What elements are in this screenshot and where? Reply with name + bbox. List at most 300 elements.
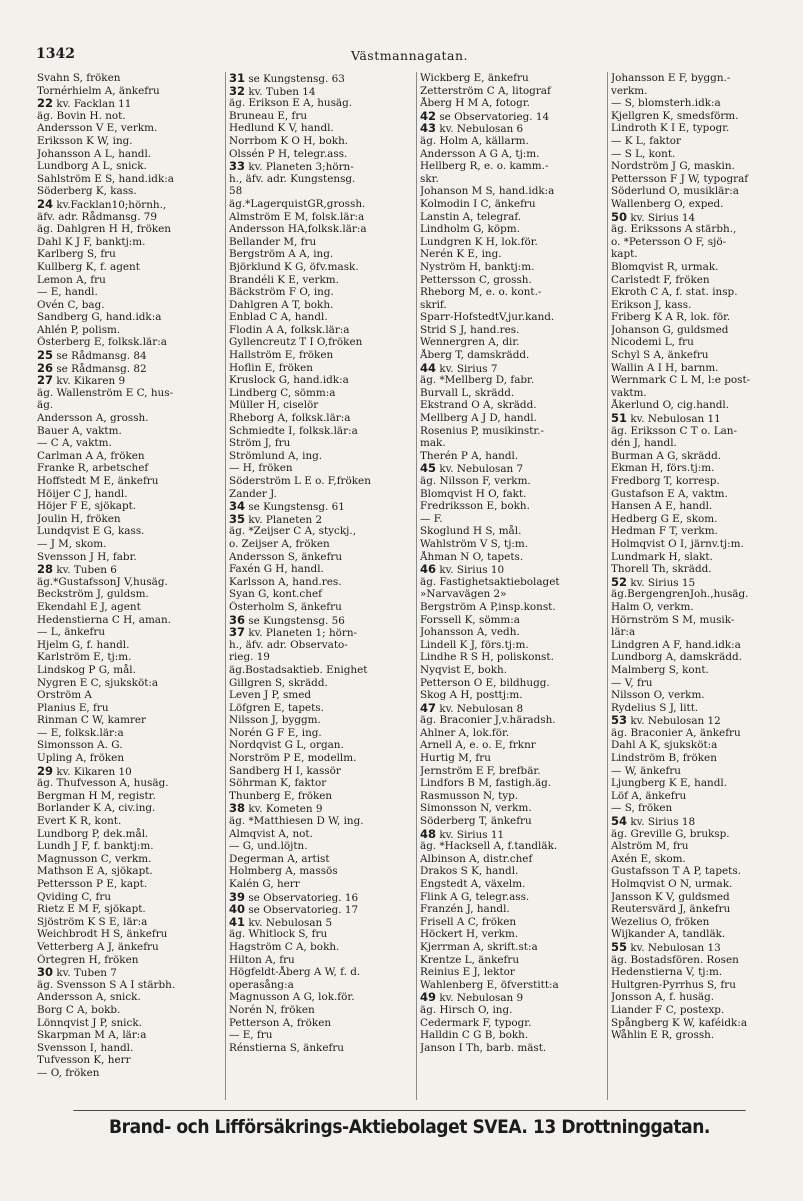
directory-entry: Olssén P H, telegr.ass. xyxy=(229,147,348,160)
directory-entry xyxy=(37,97,225,110)
house-description: kv. Kikaren 10 xyxy=(53,765,132,778)
directory-entry: Ekendahl E J, agent xyxy=(37,600,141,613)
directory-entry xyxy=(229,500,416,513)
directory-entry: Hedenstierna V, tj:m. xyxy=(611,966,723,979)
column-2 xyxy=(225,72,416,1100)
directory-entry: Karlström E, tj:m. xyxy=(37,651,132,664)
house-number: 39 xyxy=(229,890,246,904)
directory-entry: Fredborg T, korresp. xyxy=(611,475,720,487)
directory-entry xyxy=(37,563,225,576)
directory-entry: Ovén C, bag. xyxy=(37,298,105,311)
directory-entry: Kalén G, herr xyxy=(229,878,300,890)
directory-entry: Frisell A C, fröken xyxy=(420,915,517,928)
directory-entry: Kruslock G, hand.idk:a xyxy=(229,374,349,387)
directory-entry: skr. xyxy=(420,172,439,185)
directory-entry: Norström P E, modellm. xyxy=(229,752,357,765)
directory-entry: Mellberg A J D, handl. xyxy=(420,412,537,425)
directory-entry: Thorell Th, skrädd. xyxy=(611,563,712,576)
directory-entry: äg. Erikson E A, husäg. xyxy=(229,97,353,110)
house-description: se Kungstensg. 63 xyxy=(245,73,345,85)
directory-entry: Skog A H, posttj:m. xyxy=(420,689,523,702)
directory-entry: Albinson A, distr.chef xyxy=(420,852,533,865)
directory-entry: — S L, kont. xyxy=(611,147,676,160)
directory-entry: Hoffstedt M E, änkefru xyxy=(37,475,159,487)
directory-entry: Lanstin A, telegraf. xyxy=(420,210,522,223)
house-description: kv. Planeten 1; hörn- xyxy=(245,627,358,639)
house-description: kv. Planeten 2 xyxy=(245,513,323,526)
directory-entry: Skoglund H S, mål. xyxy=(420,525,522,538)
directory-entry: Lindhe R S H, poliskonst. xyxy=(420,651,554,664)
directory-entry: Björklund K G, öfv.mask. xyxy=(229,260,359,273)
directory-entry: Almström E M, folsk.lär:a xyxy=(229,210,365,223)
directory-entry: Erikson J, kass. xyxy=(611,298,692,311)
directory-entry xyxy=(611,576,798,589)
directory-entry: skrif. xyxy=(420,298,447,311)
directory-entry: Ekroth C A, f. stat. insp. xyxy=(611,286,738,299)
directory-entry: Dahlgren A T, bokh. xyxy=(229,298,334,311)
house-description: kv. Tuben 7 xyxy=(53,967,117,979)
house-description: kv. Sirius 15 xyxy=(627,576,696,589)
directory-entry: äfv. adr. Rådmansg. 79 xyxy=(37,210,158,223)
directory-entry: äg.*GustafssonJ V,husäg. xyxy=(37,575,168,588)
directory-entry: Evert K R, kont. xyxy=(37,815,122,828)
directory-entry: Hedenstierna C H, aman. xyxy=(37,613,171,626)
directory-entry: Wallin A I H, barnm. xyxy=(611,361,719,374)
directory-entry: äg. *Matthiesen D W, ing. xyxy=(229,815,364,828)
directory-entry: Simonsson A. G. xyxy=(37,739,123,752)
directory-entry xyxy=(420,828,607,841)
house-description: kv. Planeten 3;hörn- xyxy=(245,161,354,173)
house-number: 22 xyxy=(37,97,54,110)
directory-entry: Svensson I, handl. xyxy=(37,1041,134,1054)
directory-entry xyxy=(611,412,798,425)
directory-entry: Löfgren E, tapets. xyxy=(229,701,324,714)
directory-entry: äg.*LagerquistGR,grossh. xyxy=(229,197,366,210)
directory-entry: Zetterström C A, litograf xyxy=(420,84,551,97)
house-number: 51 xyxy=(611,412,628,425)
page-header xyxy=(36,46,783,66)
directory-entry xyxy=(229,513,416,526)
directory-entry: Lundgren K H, lok.för. xyxy=(420,235,538,248)
house-number: 32 xyxy=(229,84,246,98)
directory-entry: Rosenius P, musikinstr.- xyxy=(420,424,545,437)
directory-entry: Andersson A G A, tj:m. xyxy=(420,147,540,160)
house-number: 30 xyxy=(37,966,54,979)
house-description: kv. Nebulosan 6 xyxy=(436,123,524,135)
directory-entry: äg. Braconier J,v.häradsh. xyxy=(420,714,556,727)
directory-entry: — E, folksk.lär:a xyxy=(37,726,124,739)
directory-entry: Åberg T, damskrädd. xyxy=(420,349,530,362)
directory-entry: Ahlner A, lok.för. xyxy=(420,726,510,739)
directory-entry: äg. Bovin H. not. xyxy=(37,109,126,122)
directory-entry: Skarpman M A, lär:a xyxy=(37,1029,147,1042)
directory-entry: Wennergren A, dir. xyxy=(420,336,520,349)
directory-entry: — W, änkefru xyxy=(611,764,681,777)
directory-entry: Johansson A L, handl. xyxy=(37,147,152,160)
directory-entry: Flink A G, telegr.ass. xyxy=(420,890,530,903)
directory-entry: — K L, faktor xyxy=(611,134,681,147)
directory-entry xyxy=(37,966,225,979)
directory-entry: Nilsson O, verkm. xyxy=(611,689,705,702)
directory-entry: Tufvesson K, herr xyxy=(37,1054,131,1067)
directory-entry xyxy=(420,462,607,475)
directory-entry: Magnusson C, verkm. xyxy=(37,852,152,865)
directory-entry: Gyllencreutz T I O,fröken xyxy=(229,336,363,349)
directory-entry: Wernmark C L M, l:e post- xyxy=(611,374,751,387)
directory-entry: verkm. xyxy=(611,84,648,97)
directory-entry: Fredriksson E, bokh. xyxy=(420,500,530,513)
directory-entry: Andersson A, snick. xyxy=(37,991,141,1004)
directory-entry: Rinman C W, kamrer xyxy=(37,714,147,727)
directory-entry xyxy=(37,198,225,211)
directory-entry: Syan G, kont.chef xyxy=(229,588,322,601)
house-number: 47 xyxy=(420,701,437,715)
house-number: 42 xyxy=(420,109,437,123)
page-number: 1342 xyxy=(36,46,75,62)
house-description: se Observatorieg. 16 xyxy=(245,891,359,904)
house-number: 33 xyxy=(229,160,246,173)
directory-entry: Rietz E M F, sjökapt. xyxy=(37,903,146,916)
directory-entry: Orström A xyxy=(37,689,92,702)
directory-entry: äg. Thufvesson A, husäg. xyxy=(37,777,169,790)
directory-entry: Johansson E F, byggn.- xyxy=(611,72,731,84)
directory-entry xyxy=(229,891,416,904)
directory-entry: äg. Braconier A, änkefru xyxy=(611,726,741,739)
directory-entry: Sandberg H I, kassör xyxy=(229,764,341,777)
directory-entry: Halldin C G B, bokh. xyxy=(420,1029,529,1042)
directory-entry: Jonsson A, f. husäg. xyxy=(611,991,715,1004)
directory-entry: Zander J. xyxy=(229,487,277,500)
house-description: kv. Tuben 6 xyxy=(53,564,117,576)
house-description: se Observatorieg. 14 xyxy=(436,110,550,123)
house-number: 52 xyxy=(611,575,628,589)
directory-entry: äg. Nilsson F, verkm. xyxy=(420,475,531,487)
directory-entry: Dahl K J F, banktj:m. xyxy=(37,235,146,248)
directory-entry: äg. xyxy=(37,399,54,412)
directory-entry: Lindgren A F, hand.idk:a xyxy=(611,638,741,651)
column-1 xyxy=(34,72,225,1100)
house-number: 44 xyxy=(420,361,437,375)
directory-entry: Kjellgren K, smedsförm. xyxy=(611,109,739,122)
directory-entry: äg. Dahlgren H H, fröken xyxy=(37,223,171,236)
directory-entry: Åhman N O, tapets. xyxy=(420,550,524,563)
directory-entry: Lönnqvist J P, snick. xyxy=(37,1016,142,1029)
house-description: kv. Kikaren 9 xyxy=(53,375,126,387)
house-number: 49 xyxy=(420,991,437,1004)
directory-entry: Nordström J G, maskin. xyxy=(611,160,735,173)
directory-entry: Halm O, verkm. xyxy=(611,600,694,613)
directory-entry: Sandberg G, hand.idk:a xyxy=(37,311,162,324)
directory-entry: mak. xyxy=(420,437,446,450)
directory-entry: äg. Wallenström E C, hus- xyxy=(37,386,174,399)
directory-entry: Söderberg K, kass. xyxy=(37,185,137,198)
directory-entry: Pettersson P E, kapt. xyxy=(37,878,148,890)
directory-entry: Gustafson E A, vaktm. xyxy=(611,487,728,500)
directory-entry: Reutersvärd J, änkefru xyxy=(611,903,731,916)
directory-entry: Norén G F E, ing. xyxy=(229,726,322,739)
house-number: 48 xyxy=(420,827,437,841)
directory-entry xyxy=(229,916,416,929)
house-description: kv.Facklan10;hörnh., xyxy=(53,198,167,211)
directory-entry: äg.BergengrenJoh.,husäg. xyxy=(611,588,749,601)
directory-entry: o. *Petersson O F, sjö- xyxy=(611,235,727,248)
directory-entry: Pettersson C, grossh. xyxy=(420,273,532,286)
directory-entry: Faxén G H, handl. xyxy=(229,563,324,576)
directory-entry: vaktm. xyxy=(611,386,647,399)
directory-entry: äg. *Zeijser C A, styckj., xyxy=(229,525,356,538)
directory-entry: Reinius E J, lektor xyxy=(420,966,515,979)
directory-entry: Lundmark H, slakt. xyxy=(611,550,713,563)
column-3 xyxy=(416,72,607,1100)
directory-entry: Flodin A A, folksk.lär:a xyxy=(229,323,350,336)
directory-entry: Lindström B, fröken xyxy=(611,752,717,765)
directory-entry: Janson I Th, barb. mäst. xyxy=(420,1041,547,1054)
directory-entry: Wijkander A, tandläk. xyxy=(611,928,726,941)
directory-entry: Hedman F T, verkm. xyxy=(611,525,718,538)
directory-entry: o. Zeijser A, fröken xyxy=(229,537,330,550)
directory-entry: Bruneau E, fru xyxy=(229,109,308,122)
directory-entry: Nordqvist G L, organ. xyxy=(229,739,344,752)
directory-entry: Hansen A E, handl. xyxy=(611,500,713,513)
directory-entry: äg. Eriksson C T o. Lan- xyxy=(611,424,738,437)
directory-entry: Lundborg P, dek.mål. xyxy=(37,827,149,840)
directory-entry: Örtegren H, fröken xyxy=(37,953,139,966)
directory-entry: Ahlén P, polism. xyxy=(37,323,121,336)
directory-entry xyxy=(229,160,416,173)
directory-entry: — H, fröken xyxy=(229,462,293,475)
directory-entry: Lundborg A, damskrädd. xyxy=(611,651,742,664)
directory-entry: Lindskog P G, mål. xyxy=(37,663,136,676)
directory-entry: Strid S J, hand.res. xyxy=(420,323,520,336)
directory-entry: Rydelius S J, litt. xyxy=(611,701,699,714)
directory-entry xyxy=(611,815,798,828)
directory-entry: Carlstedt F, fröken xyxy=(611,273,710,286)
house-description: se Rådmansg. 84 xyxy=(53,350,147,362)
directory-entry: Hedlund K V, handl. xyxy=(229,122,334,135)
directory-entry: Nygren E C, sjuksköt:a xyxy=(37,676,159,689)
house-description: se Observatorieg. 17 xyxy=(245,904,359,916)
directory-entry: Brandéli K E, verkm. xyxy=(229,273,339,286)
house-description: kv. Nebulosan 9 xyxy=(436,992,524,1004)
directory-entry xyxy=(229,85,416,98)
directory-entry: rieg. 19 xyxy=(229,651,270,664)
directory-entry: Svahn S, fröken xyxy=(37,72,121,84)
house-number: 53 xyxy=(611,714,628,727)
directory-entry: — O, fröken xyxy=(37,1066,100,1079)
directory-entry: Hedberg G E, skom. xyxy=(611,512,718,525)
directory-entry xyxy=(229,614,416,627)
house-number: 38 xyxy=(229,802,246,816)
directory-entry: — F. xyxy=(420,512,443,525)
house-number: 54 xyxy=(611,815,628,828)
directory-entry: Borg C A, bokb. xyxy=(37,1003,121,1016)
directory-entry: Wickberg E, änkefru xyxy=(420,72,529,84)
directory-entry: Ekman H, förs.tj:m. xyxy=(611,462,715,475)
directory-entry xyxy=(611,714,798,727)
directory-entry: Bergman H M, registr. xyxy=(37,789,156,802)
directory-entry: Andersson A, grossh. xyxy=(37,412,149,425)
directory-entry: Sahlström E S, hand.idk:a xyxy=(37,172,174,185)
advertisement-footer: Brand- och Lifförsäkrings-Aktiebolaget SVEA. 13 Drottninggatan. xyxy=(73,1110,745,1146)
directory-entry: Blomqvist R, urmak. xyxy=(611,260,719,273)
directory-entry: Strömlund A, ing. xyxy=(229,449,323,462)
directory-entry: Hagström C A, bokh. xyxy=(229,940,340,953)
directory-entry: Hjelm G, f. handl. xyxy=(37,638,130,651)
directory-entry: Österberg E, folksk.lär:a xyxy=(37,336,167,349)
directory-entry: Holmqvist O N, urmak. xyxy=(611,878,733,890)
directory-entry: Löf A, änkefru xyxy=(611,789,687,802)
directory-entry xyxy=(420,563,607,576)
directory-entry: operasång:a xyxy=(229,978,294,991)
directory-entry: Beckström J, guldsm. xyxy=(37,588,149,601)
directory-entry: Söhrman K, faktor xyxy=(229,777,327,790)
directory-entry: Hoflin E, fröken xyxy=(229,361,313,374)
directory-entry: Kullberg K, f. agent xyxy=(37,260,140,273)
directory-entry: Bergström A A, ing. xyxy=(229,248,334,261)
directory-entry: Axén E, skom. xyxy=(611,852,686,865)
directory-entry: Hilton A, fru xyxy=(229,953,295,966)
directory-entry: Lindroth K I E, typogr. xyxy=(611,122,730,135)
directory-entry: Gustafsson T A P, tapets. xyxy=(611,865,741,878)
directory-entry: Söderström L E o. F,fröken xyxy=(229,475,371,487)
directory-entry: Lemon A, fru xyxy=(37,273,106,286)
directory-entry: Hörnström S M, musik- xyxy=(611,613,735,626)
directory-entry: Krentze L, änkefru xyxy=(420,953,520,966)
directory-entry: Leven J P, smed xyxy=(229,689,312,702)
directory-entry xyxy=(420,110,607,123)
directory-entry: Friberg K A R, lok. för. xyxy=(611,311,731,324)
directory-entry: h., äfv. adr. Observato- xyxy=(229,638,348,651)
directory-entry: Wahlenberg E, öfverstitt:a xyxy=(420,978,559,991)
directory-entry: Wahlström V S, tj:m. xyxy=(420,537,529,550)
directory-entry: Dahl A K, sjuksköt:a xyxy=(611,739,718,752)
directory-entry: Liander F C, postexp. xyxy=(611,1003,725,1016)
directory-entry xyxy=(37,362,225,375)
directory-entry: Degerman A, artist xyxy=(229,852,330,865)
directory-entry: Karlsson A, hand.res. xyxy=(229,575,342,588)
directory-entry: Andersson V E, verkm. xyxy=(37,122,158,135)
directory-entry: Nicodemi L, fru xyxy=(611,336,694,349)
directory-entry: Johanson G, guldsmed xyxy=(611,323,729,336)
directory-entry xyxy=(229,802,416,815)
column-4 xyxy=(607,72,798,1100)
directory-entry xyxy=(229,72,416,85)
directory-entry: Blomqvist H O, fakt. xyxy=(420,487,527,500)
house-description: kv. Sirius 18 xyxy=(627,816,696,828)
house-number: 29 xyxy=(37,764,54,778)
directory-entry: Eriksson K W, ing. xyxy=(37,134,133,147)
directory-entry: — E, handl. xyxy=(37,286,98,299)
directory-entry: Österholm S, änkefru xyxy=(229,600,342,613)
directory-entry: Joulin H, fröken xyxy=(37,512,121,525)
house-number: 34 xyxy=(229,500,246,513)
directory-entry: Nyqvist E, bokh. xyxy=(420,663,508,676)
directory-entry: Petterson A, fröken xyxy=(229,1016,332,1029)
directory-entry: Ljungberg K E, handl. xyxy=(611,777,727,790)
directory-entry: Mathson E A, sjökapt. xyxy=(37,865,153,878)
directory-entry: Planius E, fru xyxy=(37,701,109,714)
directory-entry: Borlander K A, civ.ing. xyxy=(37,802,156,815)
directory-entry: Hallström E, fröken xyxy=(229,349,334,362)
directory-entry: Magnusson A G, lok.för. xyxy=(229,991,355,1004)
directory-entry: Hultgren-Pyrrhus S, fru xyxy=(611,978,736,991)
directory-entry xyxy=(611,941,798,954)
directory-entry: Rheborg A, folksk.lär:a xyxy=(229,412,351,425)
directory-entry: Nilsson J, byggm. xyxy=(229,714,321,727)
directory-entry: — V, fru xyxy=(611,676,653,689)
directory-entry: äg. *Mellberg D, fabr. xyxy=(420,374,535,387)
house-number: 40 xyxy=(229,903,246,916)
directory-entry: Franzén J, handl. xyxy=(420,903,510,916)
directory-entry: dén J, handl. xyxy=(611,437,677,450)
directory-entry: äg. *Hacksell A, f.tandläk. xyxy=(420,840,558,853)
directory-entry: Holmberg A, massös xyxy=(229,865,338,878)
directory-entry: Upling A, fröken xyxy=(37,752,125,765)
house-number: 26 xyxy=(37,361,54,375)
directory-entry: äg. Hirsch O, ing. xyxy=(420,1003,513,1016)
house-number: 31 xyxy=(229,72,246,85)
directory-entry: Lindholm G, köpm. xyxy=(420,223,520,236)
house-number: 46 xyxy=(420,563,437,576)
house-number: 25 xyxy=(37,349,54,362)
house-number: 50 xyxy=(611,210,628,224)
directory-entry: Holmqvist O I, järnv.tj:m. xyxy=(611,537,744,550)
house-number: 45 xyxy=(420,462,437,475)
directory-entry: Drakos S K, handl. xyxy=(420,865,519,878)
directory-entry: Lindfors B M, fastigh.äg. xyxy=(420,777,552,790)
directory-entry: Hellberg R, e. o. kamm.- xyxy=(420,160,549,173)
directory-entry: h., äfv. adr. Kungstensg. xyxy=(229,172,356,185)
directory-entry: Burman A G, skrädd. xyxy=(611,449,722,462)
directory-entry xyxy=(420,362,607,375)
directory-entry: Sjöström K S E, lär:a xyxy=(37,915,148,928)
directory-entry: Engstedt A, växelm. xyxy=(420,878,526,890)
directory-entry: Jernström E F, brefbär. xyxy=(420,764,541,777)
directory-entry: äg. Fastighetsaktiebolaget xyxy=(420,575,560,588)
directory-entry: Nyström H, banktj:m. xyxy=(420,260,535,273)
directory-entry xyxy=(420,991,607,1004)
directory-entry: Söderberg T, änkefru xyxy=(420,815,532,828)
directory-entry: Högfeldt-Åberg A W, f. d. xyxy=(229,966,361,979)
directory-entry: Åberg H M A, fotogr. xyxy=(420,97,530,110)
directory-entry: Åkerlund O, cig.handl. xyxy=(611,399,730,412)
directory-entry: Spångberg K W, kaféidk:a xyxy=(611,1016,748,1029)
directory-entry: Ström J, fru xyxy=(229,437,291,450)
house-number: 43 xyxy=(420,122,437,135)
directory-entry: Andersson S, änkefru xyxy=(229,550,343,563)
house-description: kv. Nebulosan 7 xyxy=(436,463,524,475)
directory-entry: — J M, skom. xyxy=(37,537,107,550)
directory-entry: Norén N, fröken xyxy=(229,1003,315,1016)
house-number: 41 xyxy=(229,915,246,929)
directory-entry: äg.Bostadsaktieb. Enighet xyxy=(229,663,368,676)
directory-entry: Qviding C, fru xyxy=(37,890,112,903)
directory-entry: Johanson M S, hand.idk:a xyxy=(420,185,555,198)
directory-entry: äg. Greville G, bruksp. xyxy=(611,827,730,840)
directory-entry: Enblad C A, handl. xyxy=(229,311,328,324)
directory-entry: — S, fröken xyxy=(611,802,673,815)
house-description: kv. Facklan 11 xyxy=(53,98,132,110)
directory-entry: Schmiedte I, folksk.lär:a xyxy=(229,424,358,437)
directory-entry: Schyl S A, änkefru xyxy=(611,349,709,362)
directory-entry: Almqvist A, not. xyxy=(229,827,313,840)
directory-entry: Kjerrman A, skrift.st:a xyxy=(420,940,538,953)
directory-entry: — S, blomsterh.idk:a xyxy=(611,97,721,110)
directory-entry: Lundh J F, f. banktj:m. xyxy=(37,840,154,853)
house-number: 28 xyxy=(37,563,54,576)
directory-entry: Sparr-HofstedtV,jur.kand. xyxy=(420,311,555,324)
house-description: kv. Sirius 7 xyxy=(436,362,498,375)
